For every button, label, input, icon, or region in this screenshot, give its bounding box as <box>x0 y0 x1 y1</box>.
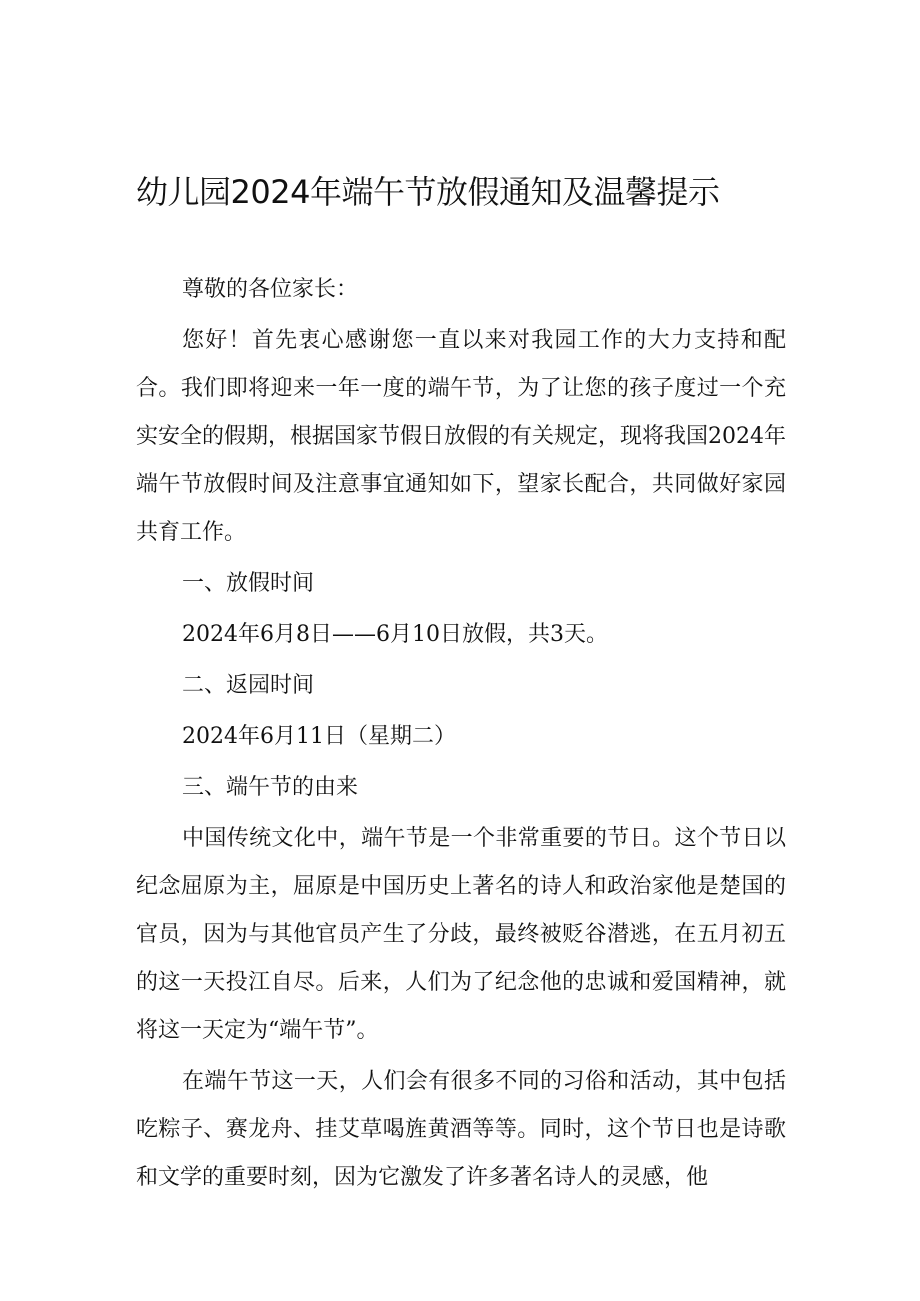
document-title: 幼儿园2024年端午节放假通知及温馨提示 <box>136 173 720 211</box>
intro-paragraph: 您好！首先衷心感谢您一直以来对我园工作的大力支持和配合。我们即将迎来一年一度的端午节，为了让您的孩子度过一个充实安全的假期，根据国家节假日放假的有关规定，现将我国2024年端午节放假时间及注意事宜通知如下，望家长配合，共同做好家园共育工作。 <box>136 328 786 545</box>
greeting: 尊敬的各位家长： <box>182 277 359 302</box>
document-body <box>136 266 786 1202</box>
section-heading-origin: 三、端午节的由来 <box>182 775 359 800</box>
return-time-text: 2024年6月11日（星期二） <box>182 724 456 749</box>
section-heading-return-time: 二、返园时间 <box>182 673 315 698</box>
origin-paragraph-1: 中国传统文化中，端午节是一个非常重要的节日。这个节日以纪念屈原为主，屈原是中国历史上著名的诗人和政治家他是楚国的官员，因为与其他官员产生了分歧，最终被贬谷潜逃，在五月初五的这一天投江自尽。后来，人们为了纪念他的忠诚和爱国精神，就将这一天定为“端午节”。 <box>136 826 786 1043</box>
origin-paragraph-2: 在端午节这一天，人们会有很多不同的习俗和活动，其中包括吃粽子、赛龙舟、挂艾草喝旌黄酒等等。同时，这个节日也是诗歌和文学的重要时刻，因为它激发了许多著名诗人的灵感，他 <box>136 1069 786 1190</box>
holiday-time-text: 2024年6月8日——6月10日放假，共3天。 <box>182 622 608 647</box>
section-heading-holiday-time: 一、放假时间 <box>182 571 315 596</box>
